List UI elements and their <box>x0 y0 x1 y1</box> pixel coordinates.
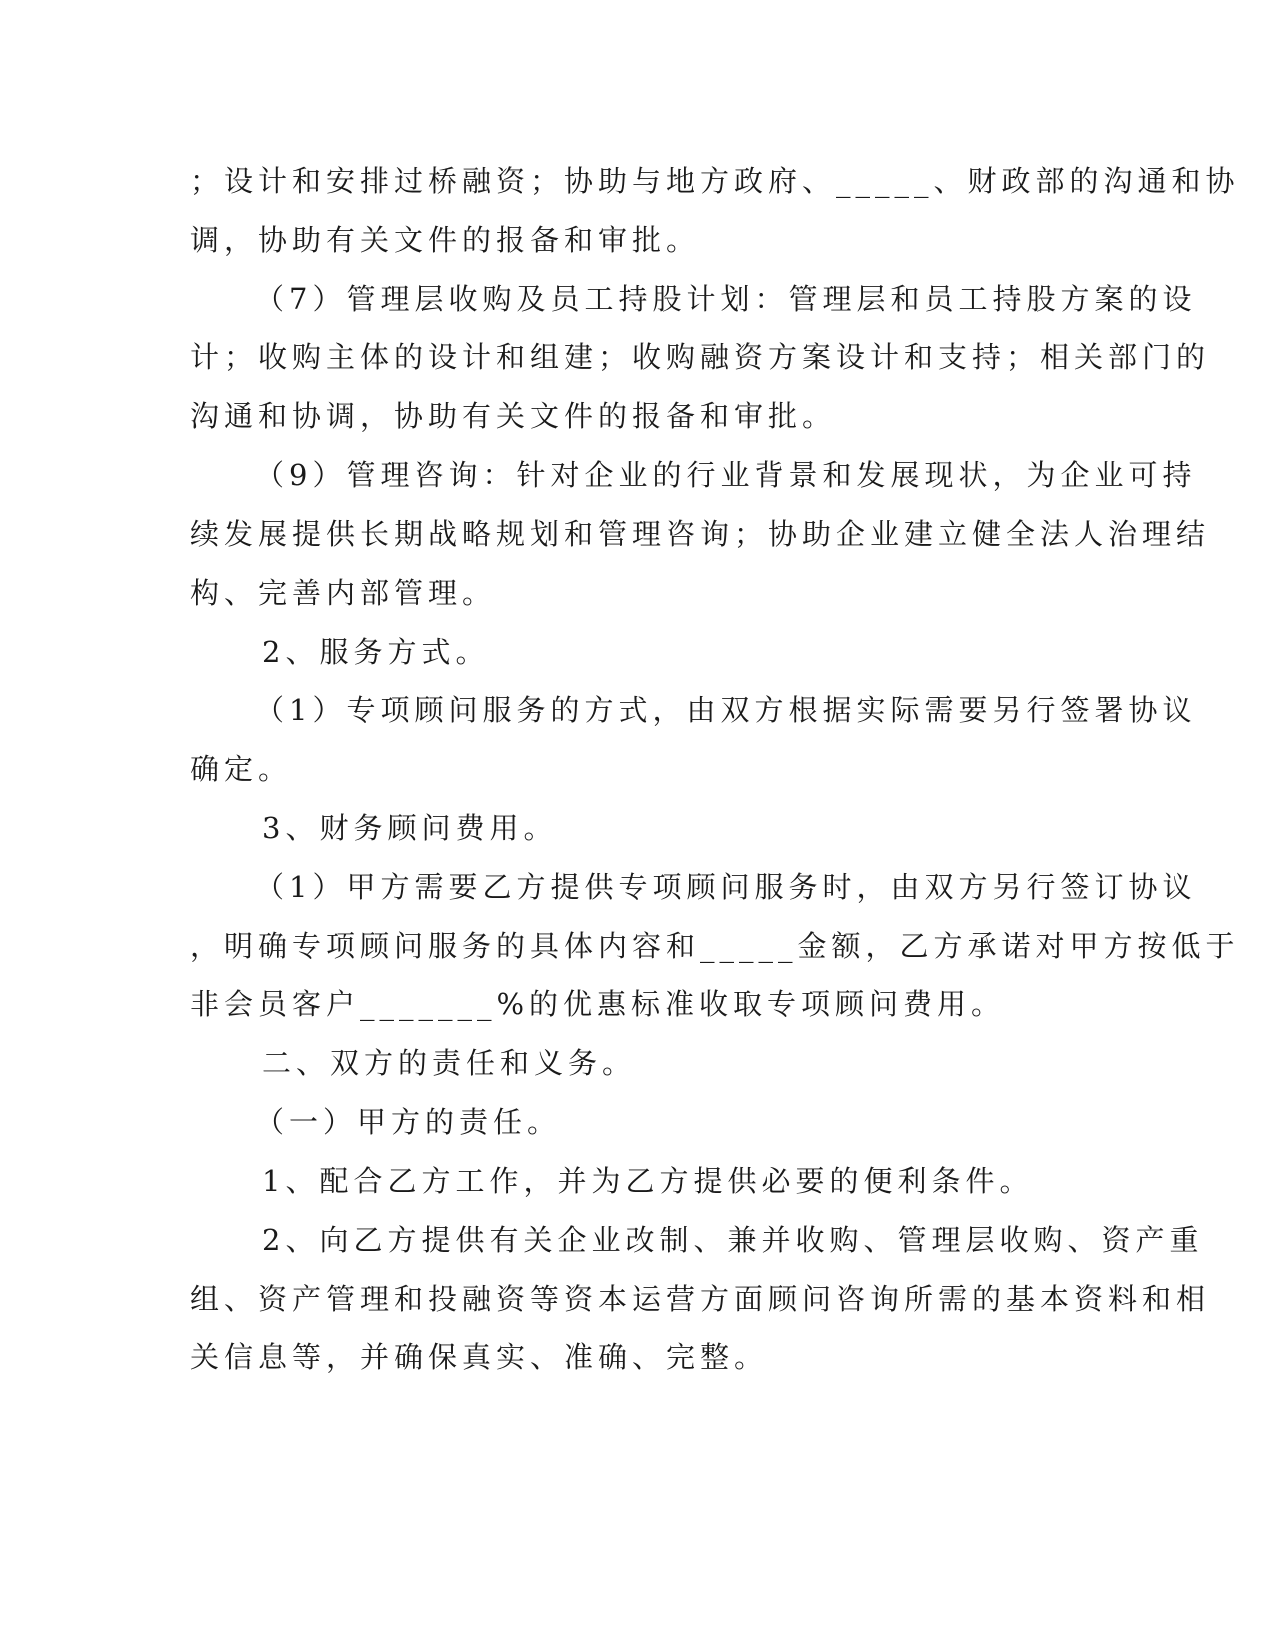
text-line-17: （一）甲方的责任。 <box>255 1105 562 1139</box>
text-line-3: （7）管理层收购及员工持股计划：管理层和员工持股方案的设 <box>255 282 1197 316</box>
text-line-1: ；设计和安排过桥融资；协助与地方政府、_____、财政部的沟通和协 <box>190 164 1240 198</box>
text-line-13: （1）甲方需要乙方提供专项顾问服务时，由双方另行签订协议 <box>255 870 1197 904</box>
text-line-16: 二、双方的责任和义务。 <box>262 1046 637 1080</box>
text-line-21: 关信息等，并确保真实、准确、完整。 <box>190 1340 769 1374</box>
text-line-19: 2、向乙方提供有关企业改制、兼并收购、管理层收购、资产重 <box>262 1223 1204 1257</box>
text-line-14: ，明确专项顾问服务的具体内容和_____金额，乙方承诺对甲方按低于 <box>190 929 1240 963</box>
text-line-12: 3、财务顾问费用。 <box>262 811 558 845</box>
text-line-8: 构、完善内部管理。 <box>190 576 497 610</box>
text-line-11: 确定。 <box>190 752 293 786</box>
text-line-6: （9）管理咨询：针对企业的行业背景和发展现状，为企业可持 <box>255 458 1197 492</box>
text-line-7: 续发展提供长期战略规划和管理咨询；协助企业建立健全法人治理结 <box>190 517 1211 551</box>
text-line-5: 沟通和协调，协助有关文件的报备和审批。 <box>190 399 837 433</box>
text-line-15: 非会员客户_______%的优惠标准收取专项顾问费用。 <box>190 987 1006 1021</box>
text-line-9: 2、服务方式。 <box>262 635 490 669</box>
text-line-2: 调，协助有关文件的报备和审批。 <box>190 223 701 257</box>
text-line-18: 1、配合乙方工作，并为乙方提供必要的便利条件。 <box>262 1164 1034 1198</box>
text-line-20: 组、资产管理和投融资等资本运营方面顾问咨询所需的基本资料和相 <box>190 1282 1211 1316</box>
text-line-10: （1）专项顾问服务的方式，由双方根据实际需要另行签署协议 <box>255 693 1197 727</box>
text-line-4: 计；收购主体的设计和组建；收购融资方案设计和支持；相关部门的 <box>190 340 1211 374</box>
